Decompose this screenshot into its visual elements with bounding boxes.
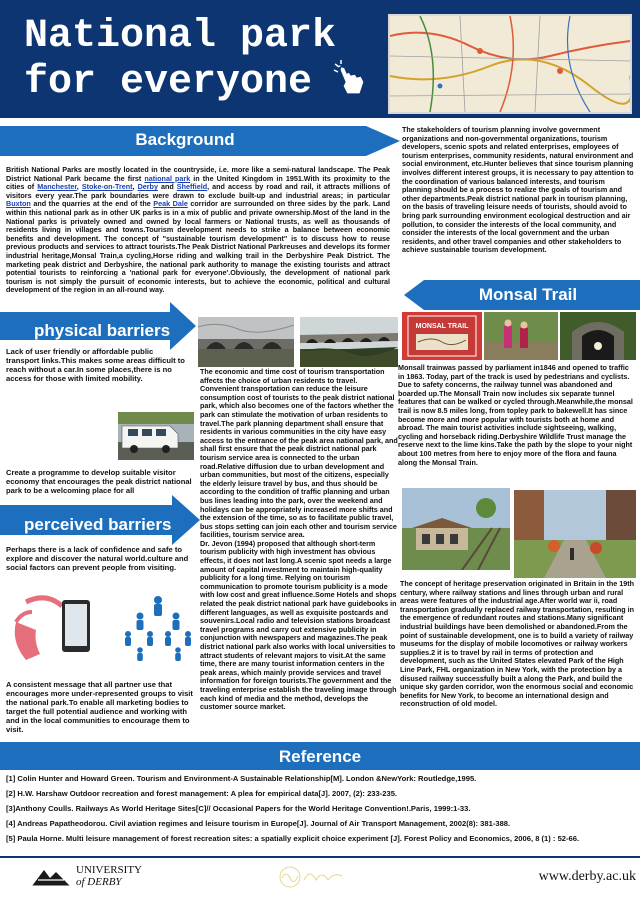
perceived-text-2: A consistent message that all partner use that encourages more under-represented groups to visit the national park.To enable all marketing bodies to target the full potential audience and working with and in the local communities to encourage them to visit.	[6, 680, 193, 735]
monsal-text-2: The concept of heritage preservation originated in Britain in the 19th century, where railway stations and lines through urban and rural areas were features of the industrial age.After world war ii, road transportation gradually replaced railway transportation, resulting in the emergence of redundant routes and stations.Many significant industrial buildings have been demolished or abandoned.From the point of sustainable development, one is to build a variety of railway museums for the display of mobile locomotives or railway workers supplies.2 it is to travel by rail in terms of protection and development, such as the United States elevated Park of the High Line Park, FHL organization in New York, with the protection by a disused railway successfully built a along the Park, and build the unique sky garden corridor, won the enormous social and economic benefits for New York, to become an international design and reconstruction of old model.	[400, 579, 635, 709]
link-manchester[interactable]: Manchester	[37, 182, 77, 192]
people-network-icon	[120, 592, 198, 662]
title-line-1: National park	[24, 14, 337, 59]
transport-text	[200, 368, 398, 712]
sign-text: MONSAL TRAIL	[415, 323, 469, 330]
high-line-park-photo	[514, 490, 636, 578]
university-name	[76, 864, 142, 888]
link-derby[interactable]: Derby	[137, 182, 158, 192]
map-image	[388, 14, 632, 114]
minibus-photo	[118, 412, 194, 460]
stakeholders-text: The stakeholders of tourism planning involve government organizations and non-governmental organizations, tourism developers, scenic spots and related enterprises, employees of tourism enterprises, community residents, natural environment and social environment, etc.Hunter believes that since tourism planning involves different interest groups, it is necessary to pay attention to the coordination of various balanced interests, and tourism planning should be a process to realize the goals of tourism and other departments.Peak district national park in tourism planning, on the basis of traveling leisure needs of tourists, should avoid to bring park surrounding environment ecological destruction and air pollution, to consider the interests of the local community, and consider the interests of the local government and the urban residents, and other travel companies and other stakeholders to achieve sustainable tourism development.	[402, 125, 634, 255]
reference-item: [5] Paula Horne. Multi leisure management of forest recreation sites: a spatially explicit choice experiment [J]. Forest Policy and Economics, 2006, 8 (1) : 52-66.	[6, 834, 580, 843]
reference-item: [1] Colin Hunter and Howard Green. Tourism and Environment-A Sustainable Relationship[M]. London &NewYork: Routledge,1995.	[6, 774, 477, 783]
stone-bridge-photo	[198, 317, 294, 367]
university-line-1: UNIVERSITY	[76, 864, 142, 876]
signature-watermark	[276, 862, 346, 892]
university-logo-icon	[30, 866, 72, 888]
tunnel-photo	[560, 312, 636, 360]
railway-station-photo	[402, 488, 510, 570]
physical-text-2: Create a programme to develop suitable visitor economy that encourages the peak district national park to be a welcoming place for all	[6, 468, 192, 496]
publicity-paragraph: Dr. Jevon (1994) proposed that although short-term tourism publicity with high investment has obvious effects, it does not last long.A scenic spot needs a large amount of capital investment to maintain high-quality publicity for a long time. Relying on tourism communication to promote tourism publicity is a mode with low cost and great influence.Some Hotels and shops related the peak district national park have guidebooks in different languages, as well as exquisite postcards and souvenirs.Local radio and television stations broadcast travel programs and carry out extensive publicity in conjunction with newspapers and magazines.The peak district national park also works with local universities to attract students of relevant majors to visit.At the same time, there are many tourist information centers in the peak areas, which mainly provide services and travel information for foreign tourists.The government and the traveling enterprise establish the traveling image through each kind of media and the method, develops the customer source market.	[200, 538, 397, 712]
background-heading: Background	[135, 130, 235, 149]
link-sheffield[interactable]: Sheffield	[176, 182, 208, 192]
pointing-hand-icon	[330, 60, 370, 100]
footer-divider	[0, 856, 640, 858]
phone-photo	[6, 582, 112, 674]
physical-text-1: Lack of user friendly or affordable public transport links.This makes some areas difficult to reach without a car.In some places,there is no access for those with limited mobility.	[6, 347, 185, 384]
transport-paragraph: The economic and time cost of tourism transportation affects the choice of urban residents to travel. Convenient transportation can reduce the leisure consumption cost of tourists to the peak district national park, which also becomes one of the factors whether the park can stimulate the motivation of urban residents to travel.The park planning department shall ensure that residents in various communities in the city have easy access to the entrance of the peak area national park, and shall first ensure that the peak district national park tourism service area is connected to the urban road.Relative diffusion due to urban development and urban communities, but most of the citizens, especially the elderly leisure travel by bus, and thus should be according to the condition of traffic planning and urban bus lines leading into the park, over the weekend and holidays can be appropriately increased more shifts and the extension of the time, so as to facilitate public travel, bus stops setting can join each other and tourism service facilities, tourism service area.	[200, 367, 398, 540]
university-line-2: of DERBY	[76, 876, 122, 888]
reference-item: [4] Andreas Papatheodorou. Civil aviation regimes and leisure tourism in Europe[J]. Journal of Air Transport Management, 2002(8): 381-388.	[6, 819, 511, 828]
physical-heading: physical barriers	[34, 321, 171, 340]
walkers-photo	[484, 312, 558, 360]
viaduct-photo	[300, 317, 398, 367]
monsal-trail-sign-photo	[402, 312, 482, 360]
monsal-text-1: Monsall trainwas passed by parliament in1846 and opened to traffic in 1863. Today, part of the track is used by pedestrians and cyclists. Due to safety concerns, the railway tunnel was abandoned and boarded up.The Monsall Train now includes six separate tunnel features that can be walked or cycled through.Meanwhile,the monsal trail is now 8.5 miles long, from topley park to bakewell.It has since become more and more popular with tourists both at home and abroad. The main tourist activities include sightseeing, walking, cycling and horseback riding.Derbyshire Wildlife Trust manage the reserve next to the lime kins.Take the path by the slope to your night about 100 metres from here to enjoy more of the flora and fauna along the Monsal Train.	[398, 363, 633, 467]
reference-list	[6, 774, 634, 844]
reference-item: [2] H.W. Harshaw Outdoor recreation and forest management: A plea for empirical data[J]. 2007, (2): 233-235.	[6, 789, 398, 798]
background-text: British National Parks are mostly located in the countryside, i.e. more like a semi-natural landscape. The Peak District National Park became the first national park in the United Kingdom in 1951.With its proximity to the cities of Manchester, Stoke-on-Trent, Derby and Sheffield, and access by road and rail, it attracts millions of visitors every year.The park boundaries were drawn to exclude built-up and industrial areas; in particular Buxton and the quarries at the end of the Peak Dale corridor are surrounded on three sides by the park. Land within this national park as in other UK parks is in a mix of public and private ownership.Most of the land in the National parks is privately owned and owned by local farmers or National trusts, as well as thousands of residents living in villages and towns.Tourism development needs to strike a balance between economic benefits and development. The concept of "sustainable tourism development" is to discuss how to reuse previous products and services to attract tourists.The Peak District National Parkreuses and develops its former industrial heritage,Monsal Train,a cycling,Horse riding and walking trail in the Derbyshire Peak District. The marketing peak district and Derbyshire, the national park authority to manage the existing tourists and attract potential tourists to reinforcing a 'national park for everyone'.Obviously, the development of national park tourism is not simply the pursuit of economic interests, but to achieve the economic, political and cultural development of the region in an all-round way.	[6, 165, 390, 295]
reference-heading: Reference	[278, 747, 362, 766]
perceived-heading: perceived barriers	[24, 515, 172, 534]
link-stoke[interactable]: Stoke-on-Trent	[81, 182, 133, 192]
monsal-heading: Monsal Trail	[478, 285, 578, 304]
title-line-2: for everyone	[24, 60, 313, 105]
perceived-text-1: Perhaps there is a lack of confidence and safe to explore and discover the natural world.culture and social factors can prevent people from visiting.	[6, 545, 189, 573]
website-link[interactable]: www.derby.ac.uk	[538, 869, 636, 884]
link-peak-dale[interactable]: Peak Dale	[153, 199, 188, 209]
reference-item: [3]Anthony Coulls. Railways As World Heritage Sites[C]// Occasional Papers for the World Heritage Convention!.Paris, 1999:1-33.	[6, 804, 471, 813]
link-buxton[interactable]: Buxton	[6, 199, 31, 209]
link-national-park[interactable]: national park	[144, 173, 191, 183]
